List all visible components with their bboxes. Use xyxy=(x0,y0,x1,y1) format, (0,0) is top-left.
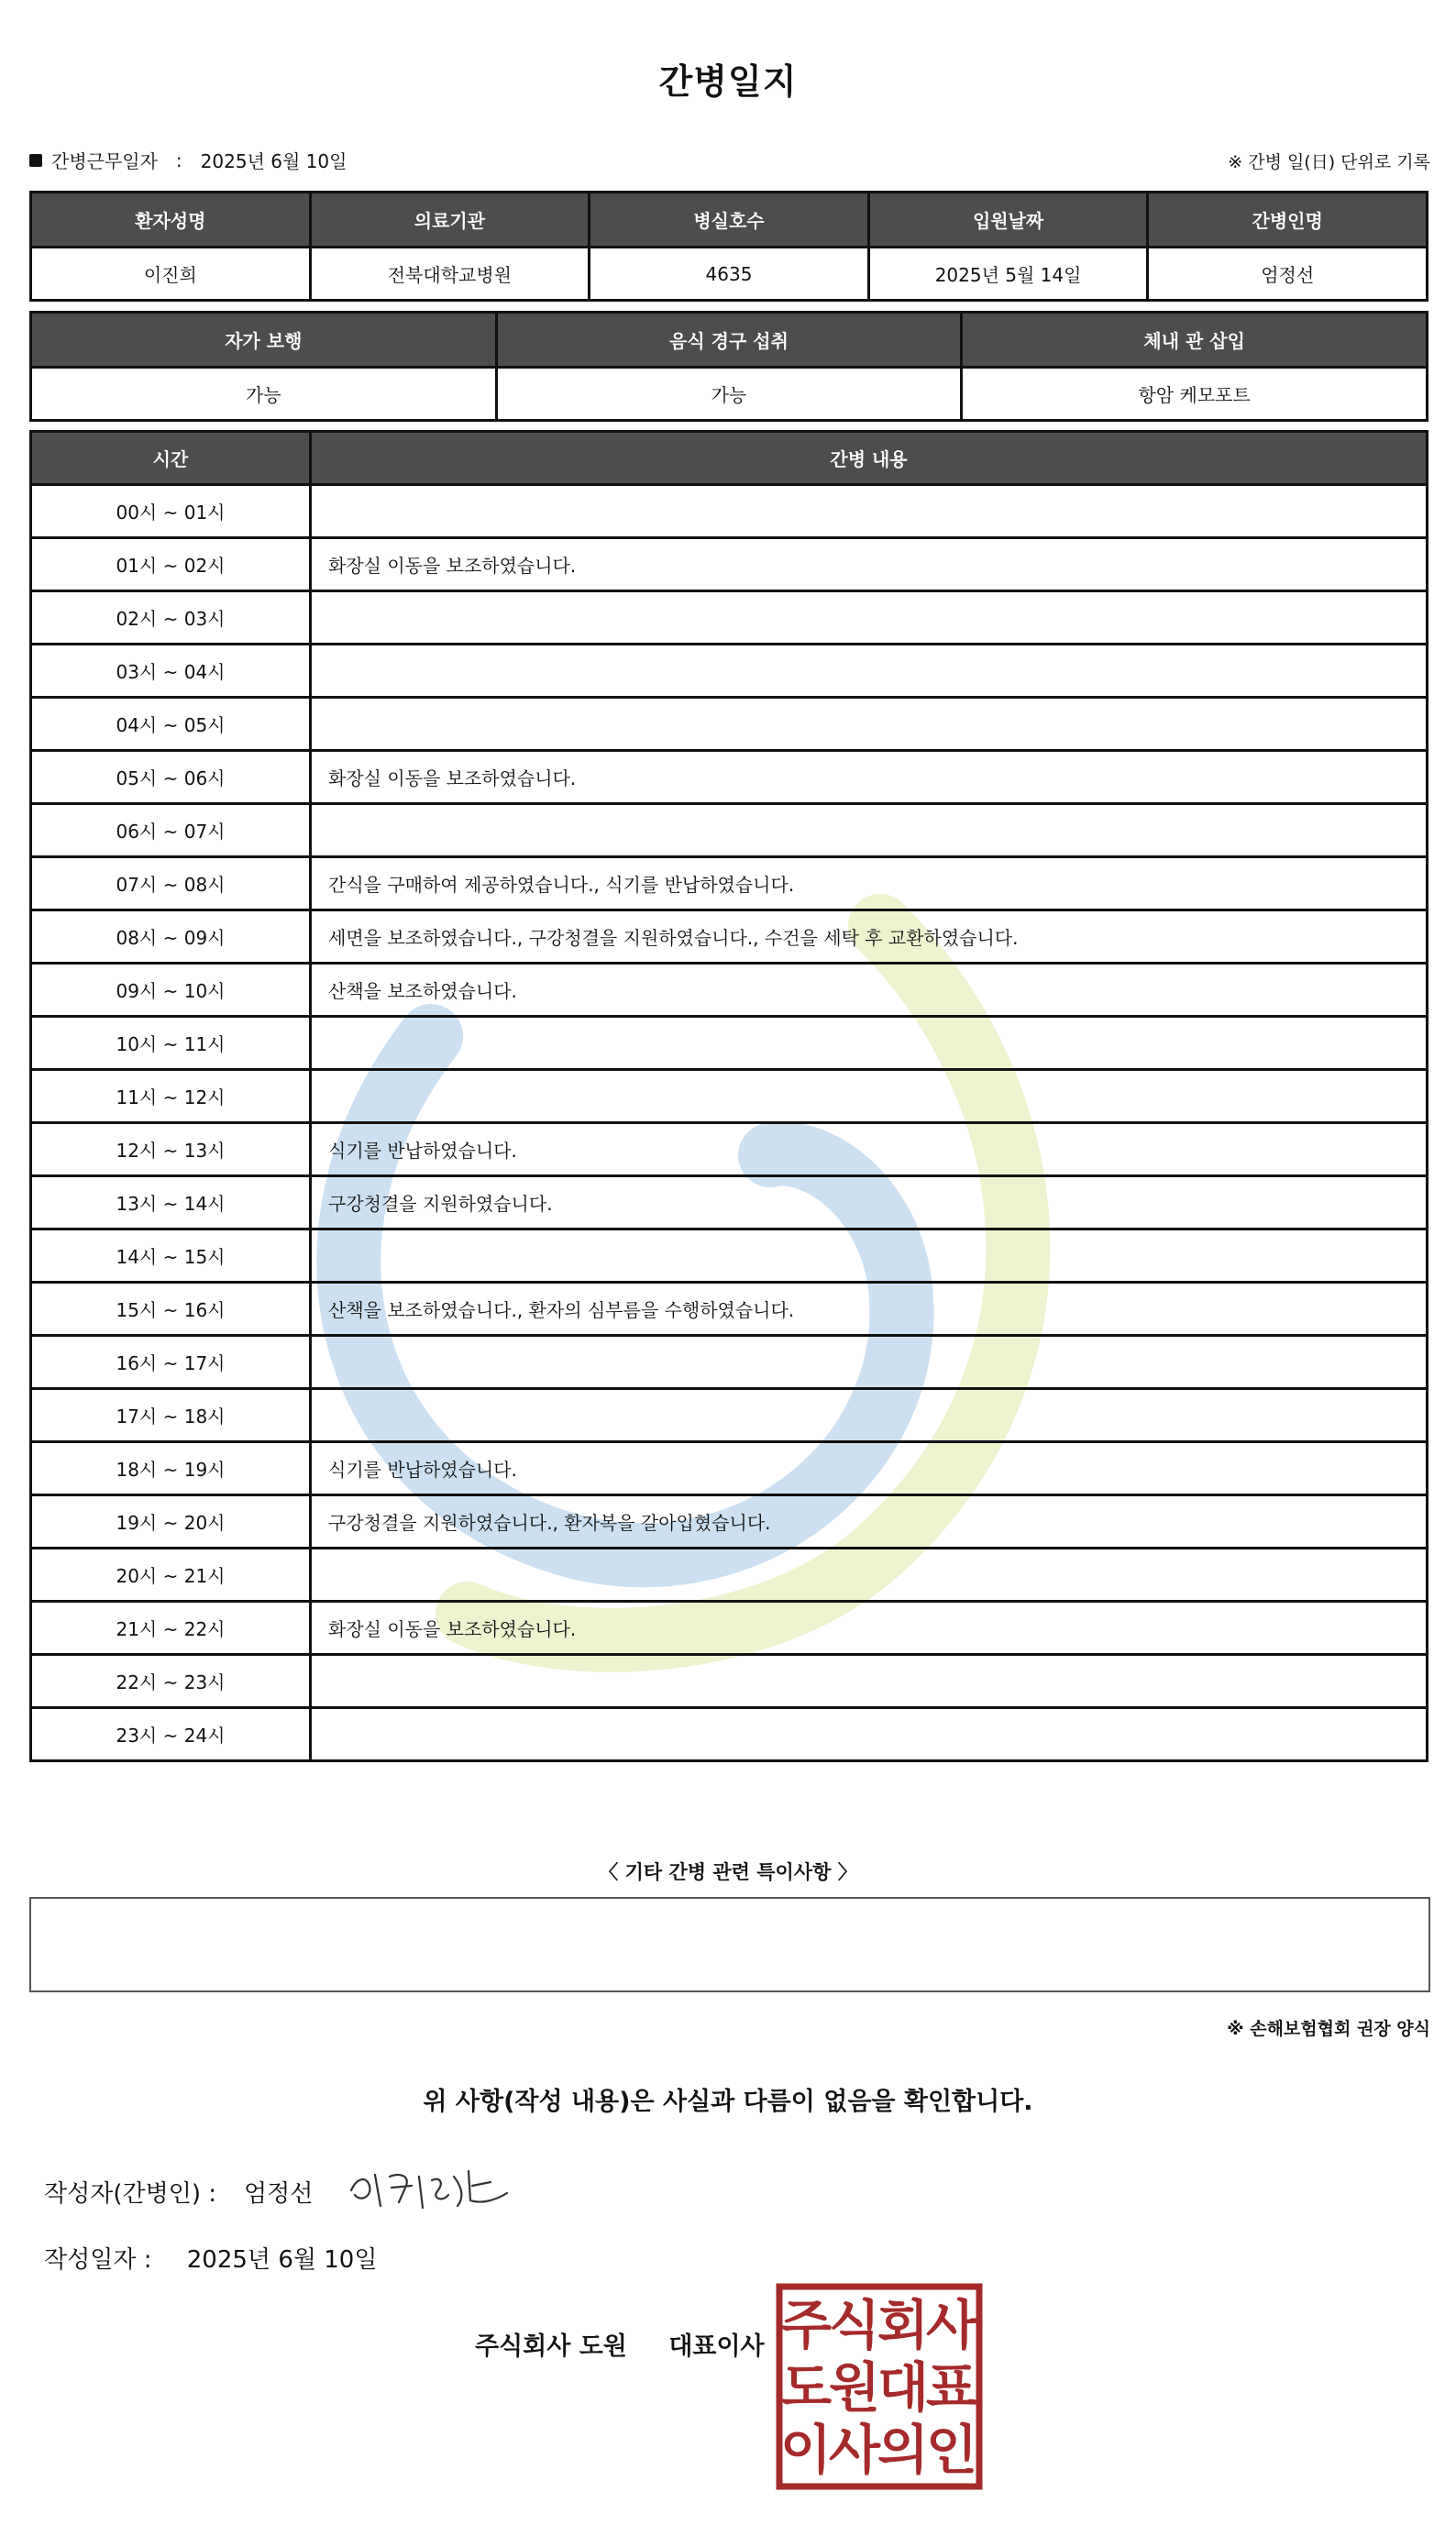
seal-character: 사 xyxy=(828,2419,881,2481)
table-row xyxy=(31,804,1428,857)
care-content-cell: 산책을 보조하였습니다. xyxy=(311,964,1428,1017)
caregiver-name-cell: 엄정선 xyxy=(1148,248,1428,301)
table-row xyxy=(31,538,1428,591)
company-name: 주식회사 도원 xyxy=(475,2332,627,2361)
seal-character: 이 xyxy=(779,2419,833,2481)
self-walking-cell: 가능 xyxy=(31,368,497,421)
author-name: 엄정선 xyxy=(244,2180,314,2208)
header-hospital: 의료기관 xyxy=(310,193,590,248)
table-row xyxy=(31,698,1428,751)
care-content-cell: 세면을 보조하였습니다., 구강청결을 지원하였습니다., 수건을 세탁 후 교환하였습니다. xyxy=(311,910,1428,964)
care-content-cell xyxy=(311,1708,1428,1761)
remarks-box xyxy=(29,1897,1430,1992)
time-cell: 05시 ~ 06시 xyxy=(31,751,311,804)
header-tube-insertion: 체내 관 삽입 xyxy=(962,313,1428,368)
seal-character: 주 xyxy=(779,2294,833,2356)
table-row xyxy=(31,1176,1428,1229)
table-row xyxy=(31,1708,1428,1761)
table-row xyxy=(31,1123,1428,1176)
time-cell: 10시 ~ 11시 xyxy=(31,1017,311,1070)
care-content-cell xyxy=(311,1070,1428,1123)
table-row xyxy=(31,1070,1428,1123)
status-info-header-row xyxy=(31,313,1428,368)
table-row xyxy=(31,1602,1428,1655)
seal-character: 대 xyxy=(877,2356,930,2419)
header-patient-name: 환자성명 xyxy=(31,193,311,248)
seal-character: 사 xyxy=(925,2294,978,2356)
seal-character: 식 xyxy=(828,2294,881,2356)
care-log-header-row xyxy=(31,432,1428,485)
header-room-number: 병실호수 xyxy=(590,193,869,248)
time-cell: 14시 ~ 15시 xyxy=(31,1229,311,1283)
work-date xyxy=(29,147,347,173)
author-line xyxy=(44,2175,313,2209)
written-date-value: 2025년 6월 10일 xyxy=(186,2246,378,2274)
care-content-cell xyxy=(311,698,1428,751)
table-row xyxy=(31,910,1428,964)
table-row xyxy=(31,1017,1428,1070)
confirmation-statement: 위 사항(작성 내용)은 사실과 다름이 없음을 확인합니다. xyxy=(423,2088,1033,2116)
header-self-walking: 자가 보행 xyxy=(31,313,497,368)
time-cell: 02시 ~ 03시 xyxy=(31,591,311,645)
time-cell: 09시 ~ 10시 xyxy=(31,964,311,1017)
care-log-body xyxy=(31,485,1428,1761)
table-row xyxy=(31,751,1428,804)
hospital-cell: 전북대학교병원 xyxy=(310,248,590,301)
care-content-cell xyxy=(311,645,1428,698)
square-bullet-icon xyxy=(29,154,42,167)
table-row xyxy=(31,1442,1428,1495)
care-content-cell xyxy=(311,485,1428,538)
care-content-cell: 식기를 반납하였습니다. xyxy=(311,1123,1428,1176)
work-date-value: 2025년 6월 10일 xyxy=(200,150,347,172)
table-row xyxy=(31,1283,1428,1336)
time-cell: 12시 ~ 13시 xyxy=(31,1123,311,1176)
header-care-content: 간병 내용 xyxy=(311,432,1428,485)
table-row xyxy=(31,1549,1428,1602)
table-row xyxy=(31,1495,1428,1549)
care-content-cell xyxy=(311,1389,1428,1442)
care-content-cell: 화장실 이동을 보조하였습니다. xyxy=(311,1602,1428,1655)
written-date-line xyxy=(44,2241,377,2275)
seal-character: 원 xyxy=(828,2356,881,2419)
form-note: ※ 손해보험협회 권장 양식 xyxy=(1227,2019,1430,2039)
page-title: 간병일지 xyxy=(658,61,798,102)
header-time: 시간 xyxy=(31,432,311,485)
admission-date-cell: 2025년 5월 14일 xyxy=(868,248,1148,301)
remarks-title: 〈 기타 간병 관련 특이사항 〉 xyxy=(599,1861,857,1883)
company-signature-line xyxy=(475,2326,765,2362)
time-cell: 21시 ~ 22시 xyxy=(31,1602,311,1655)
tube-insertion-cell: 항암 케모포트 xyxy=(962,368,1428,421)
seal-character: 표 xyxy=(925,2356,978,2419)
time-cell: 13시 ~ 14시 xyxy=(31,1176,311,1229)
time-cell: 08시 ~ 09시 xyxy=(31,910,311,964)
room-number-cell: 4635 xyxy=(590,248,869,301)
care-content-cell: 산책을 보조하였습니다., 환자의 심부름을 수행하였습니다. xyxy=(311,1283,1428,1336)
status-info-table xyxy=(29,311,1428,422)
time-cell: 22시 ~ 23시 xyxy=(31,1655,311,1708)
table-row xyxy=(31,485,1428,538)
header-oral-intake: 음식 경구 섭취 xyxy=(496,313,962,368)
oral-intake-cell: 가능 xyxy=(496,368,962,421)
signature-icon xyxy=(344,2149,527,2222)
time-cell: 23시 ~ 24시 xyxy=(31,1708,311,1761)
care-content-cell xyxy=(311,1017,1428,1070)
time-cell: 01시 ~ 02시 xyxy=(31,538,311,591)
table-row xyxy=(31,857,1428,910)
time-cell: 03시 ~ 04시 xyxy=(31,645,311,698)
patient-info-value-row xyxy=(31,248,1428,301)
time-cell: 20시 ~ 21시 xyxy=(31,1549,311,1602)
care-content-cell: 간식을 구매하여 제공하였습니다., 식기를 반납하였습니다. xyxy=(311,857,1428,910)
table-row xyxy=(31,645,1428,698)
time-cell: 16시 ~ 17시 xyxy=(31,1336,311,1389)
care-content-cell: 식기를 반납하였습니다. xyxy=(311,1442,1428,1495)
seal-character: 의 xyxy=(877,2419,930,2481)
time-cell: 18시 ~ 19시 xyxy=(31,1442,311,1495)
company-seal-icon xyxy=(776,2283,983,2490)
time-cell: 06시 ~ 07시 xyxy=(31,804,311,857)
time-cell: 15시 ~ 16시 xyxy=(31,1283,311,1336)
table-row xyxy=(31,1389,1428,1442)
seal-character: 도 xyxy=(779,2356,833,2419)
patient-name-cell: 이진희 xyxy=(31,248,311,301)
care-content-cell xyxy=(311,1336,1428,1389)
care-content-cell: 화장실 이동을 보조하였습니다. xyxy=(311,538,1428,591)
patient-info-table xyxy=(29,191,1428,302)
care-content-cell xyxy=(311,1655,1428,1708)
work-date-label: 간병근무일자 xyxy=(51,150,158,172)
care-content-cell: 구강청결을 지원하였습니다. xyxy=(311,1176,1428,1229)
time-cell: 07시 ~ 08시 xyxy=(31,857,311,910)
written-date-label: 작성일자 : xyxy=(44,2246,152,2274)
table-row xyxy=(31,1655,1428,1708)
seal-character: 인 xyxy=(925,2419,978,2481)
unit-note: ※ 간병 일(日) 단위로 기록 xyxy=(1228,152,1430,172)
colon-separator: : xyxy=(175,149,182,171)
seal-character: 회 xyxy=(877,2294,930,2356)
table-row xyxy=(31,1336,1428,1389)
patient-info-header-row xyxy=(31,193,1428,248)
time-cell: 17시 ~ 18시 xyxy=(31,1389,311,1442)
table-row xyxy=(31,964,1428,1017)
care-log-table xyxy=(29,430,1428,1762)
table-row xyxy=(31,1229,1428,1283)
time-cell: 11시 ~ 12시 xyxy=(31,1070,311,1123)
care-content-cell: 구강청결을 지원하였습니다., 환자복을 갈아입혔습니다. xyxy=(311,1495,1428,1549)
time-cell: 04시 ~ 05시 xyxy=(31,698,311,751)
status-info-value-row xyxy=(31,368,1428,421)
company-role: 대표이사 xyxy=(668,2332,765,2361)
care-content-cell xyxy=(311,1229,1428,1283)
care-content-cell xyxy=(311,1549,1428,1602)
care-content-cell xyxy=(311,591,1428,645)
header-caregiver-name: 간병인명 xyxy=(1148,193,1428,248)
time-cell: 00시 ~ 01시 xyxy=(31,485,311,538)
author-label: 작성자(간병인) : xyxy=(44,2180,217,2208)
header-admission-date: 입원날짜 xyxy=(868,193,1148,248)
table-row xyxy=(31,591,1428,645)
time-cell: 19시 ~ 20시 xyxy=(31,1495,311,1549)
care-content-cell xyxy=(311,804,1428,857)
care-content-cell: 화장실 이동을 보조하였습니다. xyxy=(311,751,1428,804)
